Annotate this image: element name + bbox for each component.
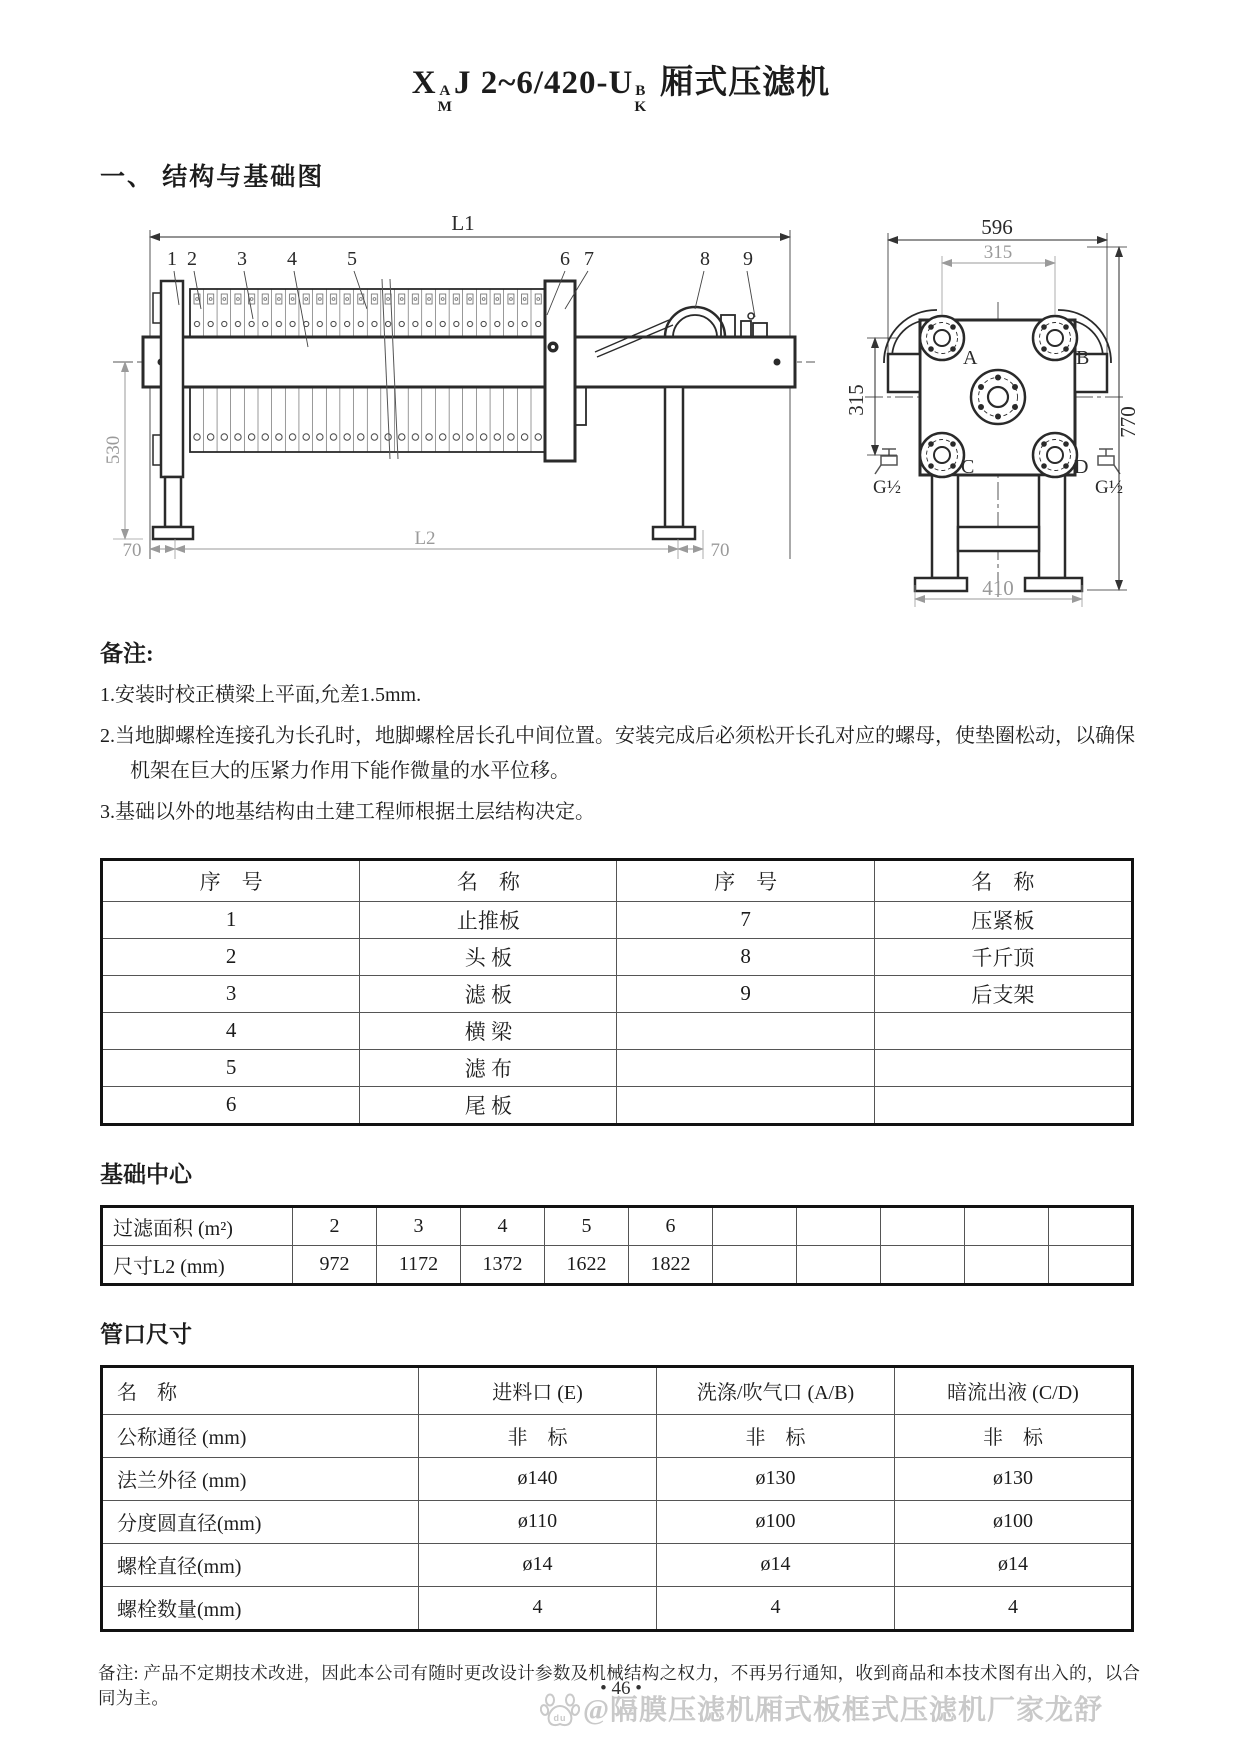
cell: 后支架 [874, 975, 1132, 1012]
cell: 公称通径 (mm) [102, 1414, 419, 1457]
foundation-heading: 基础中心 [100, 1161, 192, 1187]
cell: 8 [617, 938, 874, 975]
cell [713, 1206, 797, 1245]
center-flange [971, 370, 1025, 424]
cell: 6 [629, 1206, 713, 1245]
cell: 4 [461, 1206, 545, 1245]
foundation-table [100, 1205, 1134, 1286]
cell: 3 [377, 1206, 461, 1245]
title-stack-1: A M [437, 81, 453, 115]
table-row [102, 1500, 1133, 1543]
flange-b [1033, 316, 1077, 360]
cell: 1 [102, 901, 360, 938]
note-item-1: 1.安装时校正横梁上平面,允差1.5mm. [100, 683, 422, 706]
cell: 序 号 [617, 859, 874, 901]
cell: 螺栓数量(mm) [102, 1586, 419, 1630]
cell: 6 [102, 1086, 360, 1124]
cell: ø100 [895, 1500, 1133, 1543]
cell: 头 板 [360, 938, 617, 975]
cell: 非 标 [657, 1414, 895, 1457]
section-heading-structure: 一、 结构与基础图 [100, 163, 325, 191]
cell: 序 号 [102, 859, 360, 901]
port-label-g-right: G½ [1095, 476, 1123, 498]
cell [881, 1206, 965, 1245]
port-label-b: B [1076, 346, 1090, 369]
table-row [102, 1586, 1133, 1630]
cell: 1822 [629, 1245, 713, 1284]
cell: 法兰外径 (mm) [102, 1457, 419, 1500]
cell: 4 [895, 1586, 1133, 1630]
cell: 非 标 [419, 1414, 657, 1457]
cell: 暗流出液 (C/D) [895, 1366, 1133, 1414]
table-row [102, 901, 1133, 938]
cell [965, 1206, 1049, 1245]
pipe-ports-heading: 管口尺寸 [100, 1321, 192, 1347]
cell [797, 1206, 881, 1245]
table-row [102, 1086, 1133, 1124]
cell [881, 1245, 965, 1284]
side-view [113, 230, 815, 559]
cell: ø14 [657, 1543, 895, 1586]
table-header-row [102, 859, 1133, 901]
part-number-3: 3 [237, 247, 247, 270]
faucet-icon-right [1098, 449, 1120, 474]
cell: 7 [617, 901, 874, 938]
baidu-paw-icon [540, 1688, 580, 1728]
cell: 非 标 [895, 1414, 1133, 1457]
cell: 分度圆直径(mm) [102, 1500, 419, 1543]
part-number-1: 1 [167, 247, 177, 270]
table-row [102, 1012, 1133, 1049]
dim-l1: L1 [451, 210, 475, 235]
port-label-d: D [1074, 455, 1089, 478]
cell [617, 1086, 874, 1124]
title-stack-2: B K [634, 81, 648, 115]
cell: ø14 [895, 1543, 1133, 1586]
part-number-9: 9 [743, 247, 753, 270]
flange-a [920, 316, 964, 360]
cell: 4 [419, 1586, 657, 1630]
table-header-row [102, 1366, 1133, 1414]
cell: 螺栓直径(mm) [102, 1543, 419, 1586]
end-view [865, 233, 1127, 607]
cell: 2 [102, 938, 360, 975]
page-title [0, 0, 1242, 115]
dim-410: 410 [982, 575, 1014, 600]
port-label-a: A [963, 346, 978, 369]
dim-596: 596 [981, 214, 1013, 239]
table-row [102, 1414, 1133, 1457]
title-prefix: X [411, 65, 437, 101]
paw-label: du [553, 1713, 567, 1723]
cell [965, 1245, 1049, 1284]
watermark [540, 1688, 1103, 1728]
table-row [102, 1457, 1133, 1500]
notes-list [100, 678, 1144, 830]
part-number-5: 5 [347, 247, 357, 270]
note-item-3: 3.基础以外的地基结构由土建工程师根据土层结构决定。 [100, 800, 595, 823]
part-number-8: 8 [700, 247, 710, 270]
dim-70-right: 70 [710, 539, 730, 561]
dim-315-top: 315 [983, 241, 1013, 263]
cell: 名 称 [102, 1366, 419, 1414]
table-row [102, 975, 1133, 1012]
cell: ø130 [657, 1457, 895, 1500]
cell: 滤 布 [360, 1049, 617, 1086]
notes-heading: 备注: [100, 640, 154, 666]
cell: 5 [545, 1206, 629, 1245]
dim-770: 770 [1116, 405, 1140, 438]
flange-d [1033, 433, 1077, 477]
cell: 压紧板 [874, 901, 1132, 938]
watermark-text: @隔膜压滤机厢式板框式压滤机厂家龙舒 [583, 1695, 1104, 1726]
page-number: • 46 • [600, 1678, 642, 1699]
cell: 1622 [545, 1245, 629, 1284]
cell: ø140 [419, 1457, 657, 1500]
table-row [102, 1206, 1133, 1245]
cell [617, 1012, 874, 1049]
technical-drawing [95, 197, 1155, 615]
cell: 名 称 [874, 859, 1132, 901]
cell: 3 [102, 975, 360, 1012]
cell: 洗涤/吹气口 (A/B) [657, 1366, 895, 1414]
part-number-2: 2 [187, 247, 197, 270]
cell: ø100 [657, 1500, 895, 1543]
cell: 2 [293, 1206, 377, 1245]
dim-l2: L2 [414, 527, 436, 549]
cell: 5 [102, 1049, 360, 1086]
cell: 止推板 [360, 901, 617, 938]
cell: 尺寸L2 (mm) [102, 1245, 293, 1284]
table-row [102, 1049, 1133, 1086]
part-number-4: 4 [287, 247, 297, 270]
dim-70-left: 70 [122, 539, 142, 561]
table-row [102, 1245, 1133, 1284]
cell [1049, 1206, 1133, 1245]
cell: 千斤顶 [874, 938, 1132, 975]
parts-table [100, 858, 1134, 1126]
cell: 尾 板 [360, 1086, 617, 1124]
table-row [102, 938, 1133, 975]
cell [713, 1245, 797, 1284]
cell [1049, 1245, 1133, 1284]
disclaimer-note: 备注: 产品不定期技术改进，因此本公司有随时更改设计参数及机械结构之权力，不再另行通知，收到商品和本技术图有出入的，以合同为主。 [98, 1662, 1141, 1708]
faucet-icon-left [875, 449, 897, 474]
title-middle: J 2~6/420-U [453, 65, 634, 101]
cell [874, 1012, 1132, 1049]
cell: 滤 板 [360, 975, 617, 1012]
cell: 1372 [461, 1245, 545, 1284]
cell [874, 1049, 1132, 1086]
table-row [102, 1543, 1133, 1586]
cell: ø130 [895, 1457, 1133, 1500]
part-number-6: 6 [560, 247, 570, 270]
cell: 过滤面积 (m²) [102, 1206, 293, 1245]
title-suffix: 厢式压滤机 [660, 65, 831, 101]
cell: 9 [617, 975, 874, 1012]
cell: 横 梁 [360, 1012, 617, 1049]
flange-c [920, 433, 964, 477]
cell: 4 [657, 1586, 895, 1630]
cell: 1172 [377, 1245, 461, 1284]
cell: 4 [102, 1012, 360, 1049]
note-item-2: 2.当地脚螺栓连接孔为长孔时，地脚螺栓居长孔中间位置。安装完成后必须松开长孔对应的螺母，使垫圈松动，以确保机架在巨大的压紧力作用下能作微量的水平位移。 [100, 724, 1135, 782]
dim-315-left: 315 [844, 383, 868, 416]
cell [617, 1049, 874, 1086]
port-label-g-left: G½ [873, 476, 901, 498]
filter-press-drawing [95, 197, 1155, 615]
port-label-c: C [961, 455, 975, 478]
cell [874, 1086, 1132, 1124]
part-number-7: 7 [584, 247, 594, 270]
cell: 名 称 [360, 859, 617, 901]
cell: 972 [293, 1245, 377, 1284]
cell: 进料口 (E) [419, 1366, 657, 1414]
cell: ø110 [419, 1500, 657, 1543]
part-number-labels [167, 248, 753, 270]
cell [797, 1245, 881, 1284]
dim-530: 530 [103, 435, 124, 464]
pipe-ports-table [100, 1365, 1134, 1632]
cell: ø14 [419, 1543, 657, 1586]
